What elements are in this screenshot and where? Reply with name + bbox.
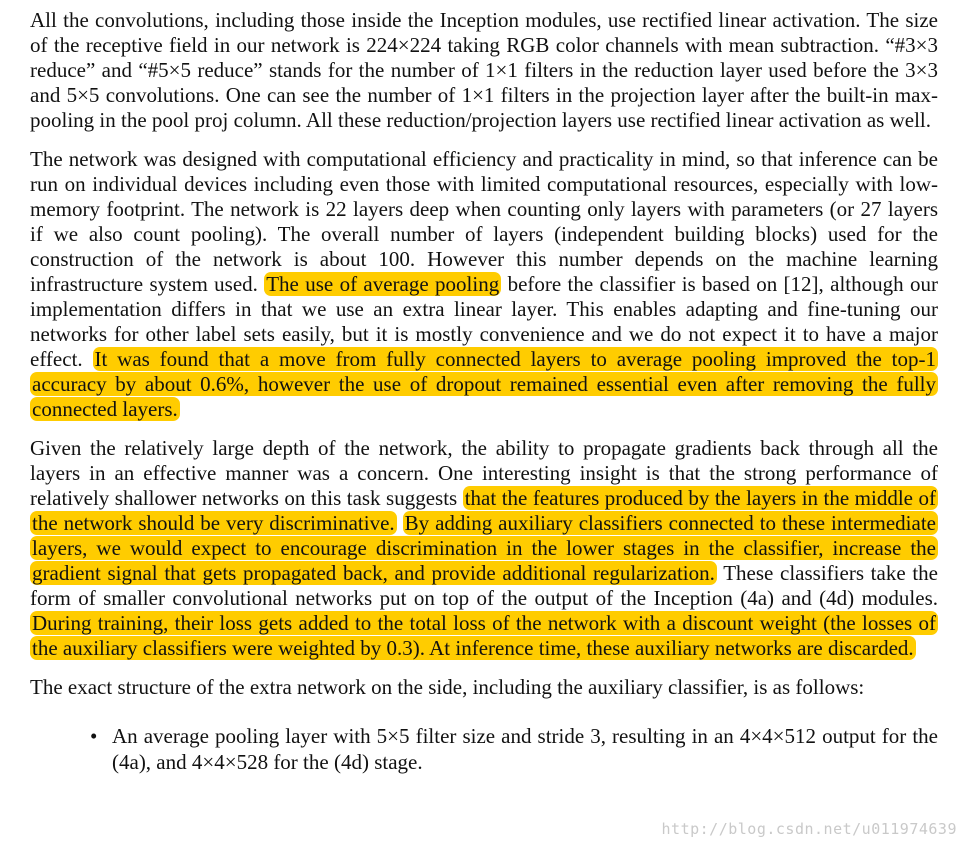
bullet-text: An average pooling layer with 5×5 filter size and stride 3, resulting in an 4×4×512 output for the (4a), and 4×4×528 for the (4d) stage. <box>112 724 938 774</box>
body-text: These classifiers take the form of smaller convolutional networks put on top of the output of the Inception (4a) and (4d) modules. <box>30 561 938 610</box>
body-text: before the classifier is based on [12], although our implementation differs in that we use an extra linear layer. This enables adapting and fine-tuning our networks for other label sets easily, but it is mostly convenience and we do not expect it to have a major effect. <box>30 272 938 371</box>
bullet-item <box>30 723 938 775</box>
highlighted-text: During training, their loss gets added to the total loss of the network with a discount weight (the losses of the auxiliary classifiers were weighted by 0.3). At inference time, these auxiliary networks are discarded. <box>32 611 936 660</box>
bullet-list <box>30 723 938 775</box>
body-text: The exact structure of the extra network on the side, including the auxiliary classifier, is as follows: <box>30 675 865 699</box>
paragraph-1 <box>30 8 938 133</box>
highlighted-text: It was found that a move from fully connected layers to average pooling improved the top-1 accuracy by about 0.6%, however the use of dropout remained essential even after removing the fully connected layers. <box>32 347 937 421</box>
paragraph-3 <box>30 436 938 661</box>
body-text <box>397 511 403 535</box>
body-text: All the convolutions, including those inside the Inception modules, use rectified linear activation. The size of the receptive field in our network is 224×224 taking RGB color channels with mean subtraction. “#3×3 reduce” and “#5×5 reduce” stands for the number of 1×1 filters in the reduction layer used before the 3×3 and 5×5 convolutions. One can see the number of 1×1 filters in the projection layer after the built-in max-pooling in the pool proj column. All these reduction/projection layers use rectified linear activation as well. <box>30 8 938 132</box>
paragraph-4 <box>30 675 938 700</box>
body-text: Given the relatively large depth of the network, the ability to propagate gradients back through all the layers in an effective manner was a concern. One interesting insight is that the strong performance of relatively shallower networks on this task suggests <box>30 436 938 510</box>
highlighted-text: The use of average pooling <box>266 272 500 296</box>
bullet-marker: • <box>90 724 98 748</box>
paragraph-2 <box>30 147 938 422</box>
body-text: The network was designed with computational efficiency and practicality in mind, so that inference can be run on individual devices including even those with limited computational resources, especially with low-memory footprint. The network is 22 layers deep when counting only layers with parameters (or 27 layers if we also count pooling). The overall number of layers (independent building blocks) used for the construction of the network is about 100. However this number depends on the machine learning infrastructure system used. <box>30 147 938 296</box>
document-page <box>30 8 938 775</box>
watermark-url: http://blog.csdn.net/u011974639 <box>661 820 957 838</box>
highlighted-text: By adding auxiliary classifiers connected to these intermediate layers, we would expect to encourage discrimination in the lower stages in the classifier, increase the gradient signal that gets propagated back, and provide additional regularization. <box>32 511 936 585</box>
highlighted-text: that the features produced by the layers in the middle of the network should be very discriminative. <box>32 486 936 535</box>
